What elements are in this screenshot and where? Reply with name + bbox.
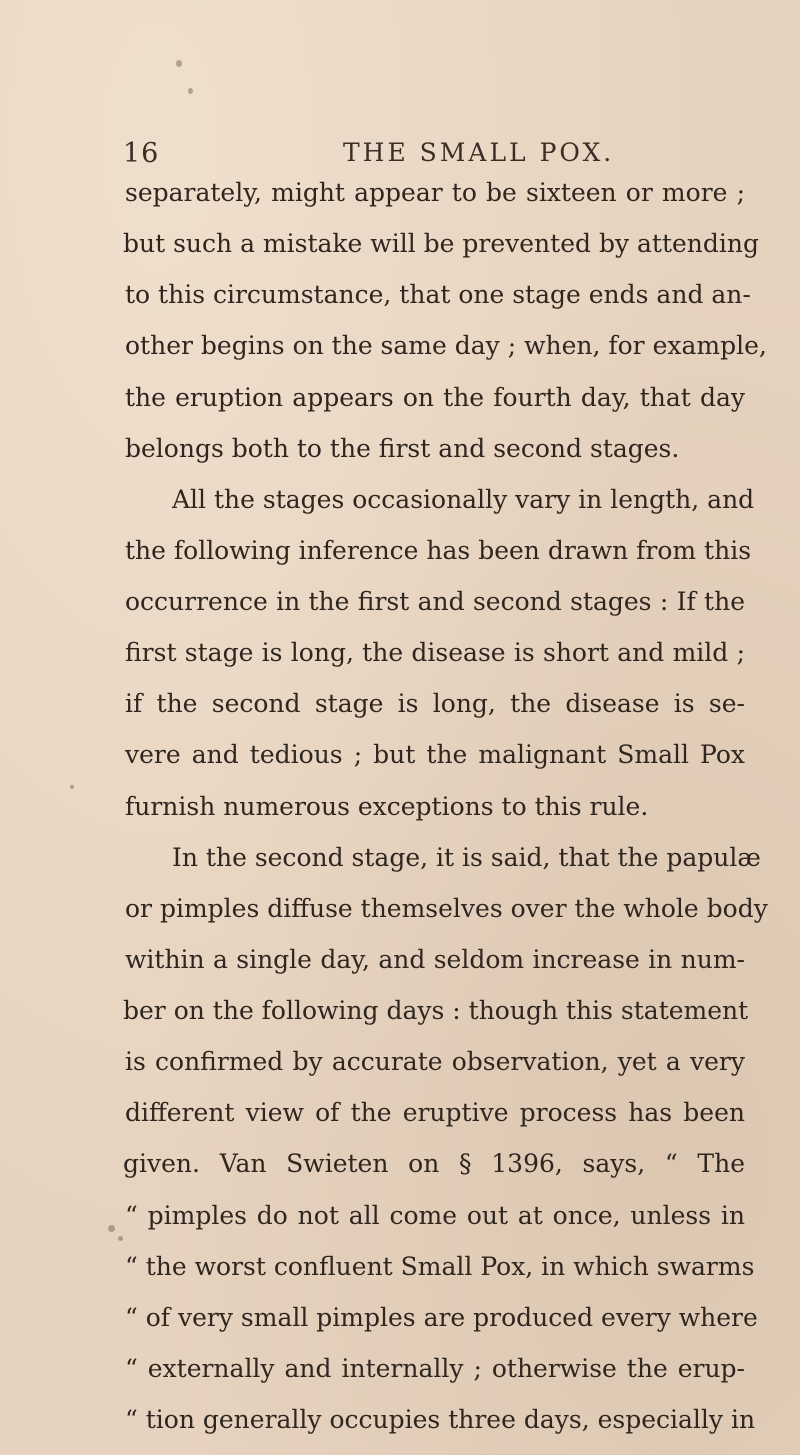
text-line: “ tion generally occupies three days, especially in [125,1405,756,1434]
text-line: “ pimples do not all come out at once, unless in [125,1201,745,1230]
text-line: first stage is long, the disease is short and mild ; [125,638,745,667]
text-line: belongs both to the first and second stages. [125,434,680,463]
text-line: separately, might appear to be sixteen or more ; [125,178,745,207]
text-line: is confirmed by accurate observation, yet a very [125,1047,745,1076]
text-line: “ externally and internally ; otherwise the erup- [125,1354,745,1383]
text-line: or pimples diffuse themselves over the whole body [125,894,768,923]
text-line: other begins on the same day ; when, for example, [125,331,767,360]
text-line: furnish numerous exceptions to this rule. [125,792,649,821]
paper-speck [188,88,193,94]
paper-speck [176,60,182,67]
text-line: different view of the eruptive process has been [125,1098,745,1127]
paper-speck [118,1236,123,1241]
text-line: vere and tedious ; but the malignant Small Pox [125,740,745,769]
text-line: the eruption appears on the fourth day, that day [125,383,745,412]
text-line: if the second stage is long, the disease is se- [125,689,745,718]
text-line: “ the worst confluent Small Pox, in which swarms [125,1252,755,1281]
paper-speck [70,785,74,789]
text-line: given. Van Swieten on § 1396, says, “ The [123,1149,745,1178]
text-line: the following inference has been drawn from this [125,536,752,565]
text-line: but such a mistake will be prevented by attending [123,229,760,258]
text-line: occurrence in the first and second stages : If the [125,587,745,616]
text-line: ber on the following days : though this statement [123,996,749,1025]
running-head: THE SMALL POX. [343,138,615,167]
text-line: within a single day, and seldom increase in num- [125,945,745,974]
text-line: In the second stage, it is said, that the papulæ [172,843,761,872]
text-line: “ of very small pimples are produced every where [125,1303,758,1332]
text-line: to this circumstance, that one stage ends and an- [125,280,751,309]
page-number: 16 [123,138,160,169]
paper-speck [108,1225,115,1232]
text-line: All the stages occasionally vary in length, and [172,485,755,514]
